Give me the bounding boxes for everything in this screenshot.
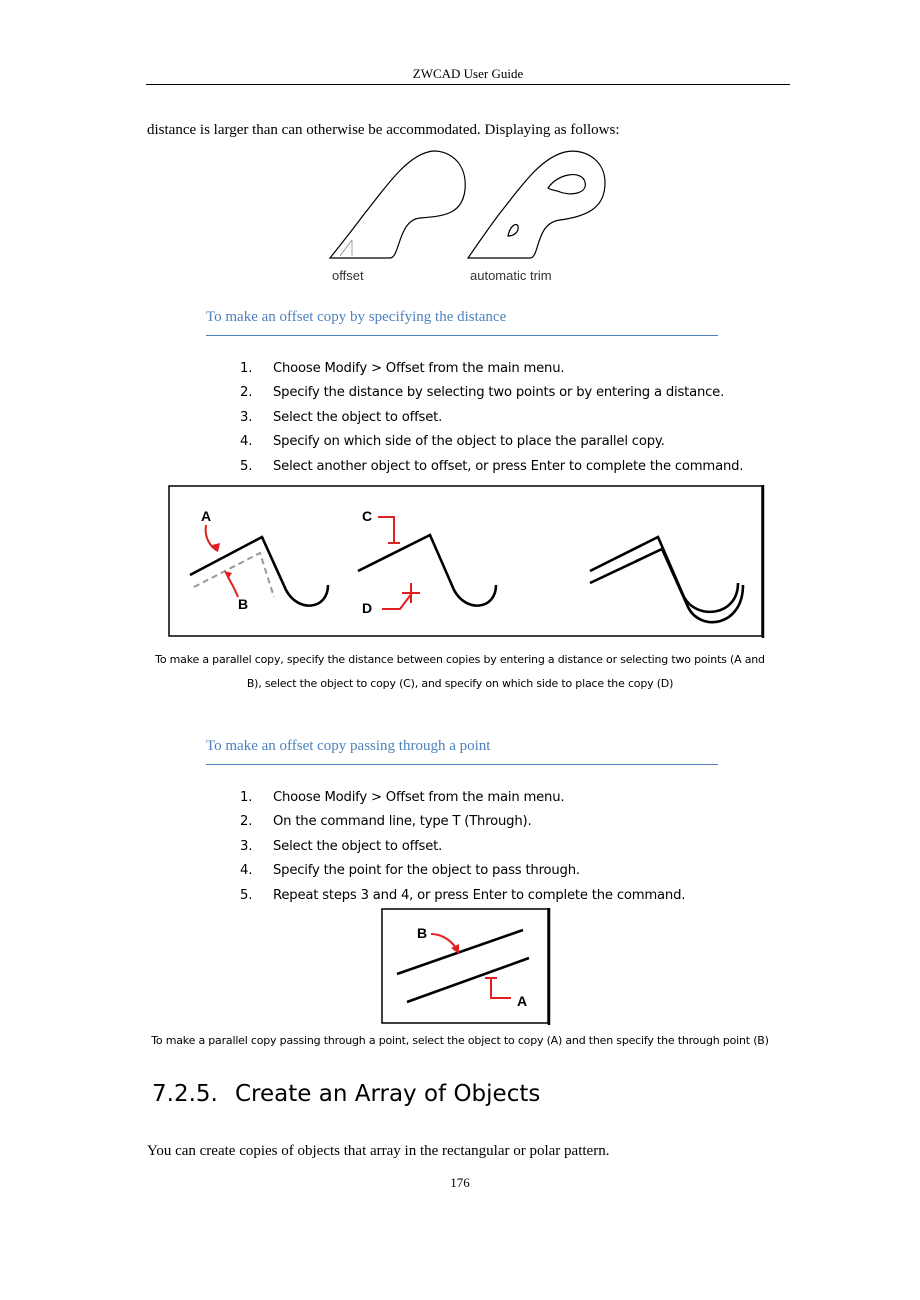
offset-through-point-figure <box>381 908 553 1026</box>
label-a: A <box>201 508 212 524</box>
offset-label: offset <box>332 268 364 283</box>
offset-distance-figure <box>168 485 766 639</box>
section-number: 7.2.5. <box>152 1081 218 1107</box>
section-title: Create an Array of Objects <box>235 1081 541 1107</box>
label-c: C <box>362 508 373 524</box>
list-item: 3. Select the object to offset. <box>240 409 443 425</box>
list-item: 1. Choose Modify > Offset from the main menu. <box>240 790 565 805</box>
figure-caption-through-point: To make a parallel copy passing through a point, select the object to copy (A) and then specify the through point (B) <box>151 1034 769 1047</box>
steps-offset-distance <box>240 357 743 479</box>
figure-caption-distance: To make a parallel copy, specify the distance between copies by entering a distance or selecting two points (A and B), select the object to copy (C), and specify on which side to place the copy (D) <box>155 653 765 690</box>
list-item: 4. Specify the point for the object to pass through. <box>240 863 580 879</box>
page-header <box>146 66 790 85</box>
label-d: D <box>362 600 373 616</box>
list-item: 4. Specify on which side of the object to place the parallel copy. <box>240 434 665 450</box>
trim-inner-loop <box>548 175 585 194</box>
list-item: 5. Repeat steps 3 and 4, or press Enter to complete the command. <box>240 887 686 903</box>
heading-offset-through-point: To make an offset copy passing through a point <box>206 738 718 765</box>
header-title: ZWCAD User Guide <box>412 66 524 81</box>
trim-shape <box>468 151 605 258</box>
list-item: 1. Choose Modify > Offset from the main menu. <box>240 361 565 376</box>
list-item: 5. Select another object to offset, or press Enter to complete the command. <box>240 458 744 474</box>
label-b: B <box>238 596 249 612</box>
offset-trim-figure <box>320 148 610 288</box>
heading-offset-distance: To make an offset copy by specifying the distance <box>206 309 718 336</box>
section-heading-array <box>152 1081 540 1107</box>
list-item: 2. On the command line, type T (Through). <box>240 814 532 830</box>
array-paragraph: You can create copies of objects that array in the rectangular or polar pattern. <box>147 1143 610 1159</box>
intro-paragraph: distance is larger than can otherwise be accommodated. Displaying as follows: <box>147 122 620 138</box>
label-b: B <box>417 925 428 941</box>
trim-inner-small <box>508 224 518 236</box>
automatic-trim-label: automatic trim <box>470 268 552 283</box>
steps-offset-through-point <box>240 786 685 908</box>
page-number: 176 <box>450 1175 470 1190</box>
label-a: A <box>517 993 528 1009</box>
list-item: 2. Specify the distance by selecting two points or by entering a distance. <box>240 385 725 401</box>
list-item: 3. Select the object to offset. <box>240 838 443 854</box>
